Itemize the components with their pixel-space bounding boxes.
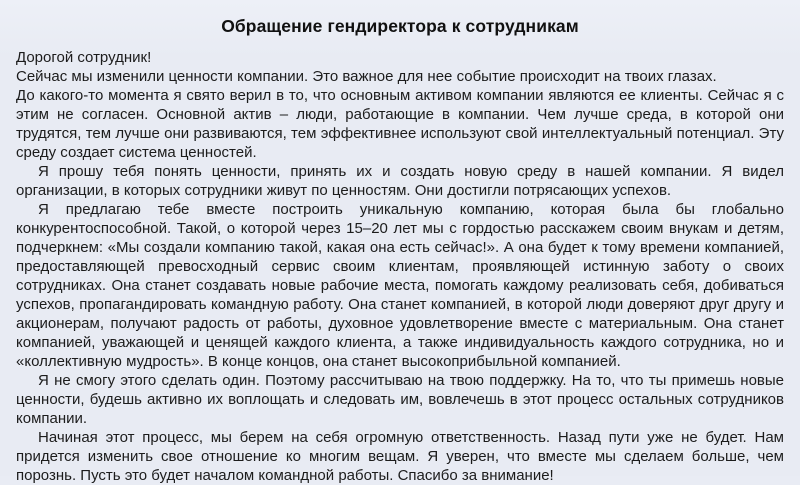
paragraph-request: Я прошу тебя понять ценности, принять их и создать новую среду в нашей компании. Я видел организации, в которых сотрудники живут по ценностям. Они достигли потрясающих успехов. xyxy=(16,163,784,199)
paragraph-values-change: До какого-то момента я свято верил в то, что основным активом компании являются ее клиенты. Сейчас я с этим не согласен. Основной актив – люди, работающие в компании. Чем лучше среда, в которой они трудятся, тем лучше они развиваются, тем эффективнее используют свой интеллектуальный потенциал. Эту среду создает система ценностей. xyxy=(16,87,784,161)
paragraph-vision: Я предлагаю тебе вместе построить уникальную компанию, которая была бы глобально конкурентоспособной. Такой, о которой через 15–20 лет мы с гордостью расскажем своим внукам и детям, подчеркнем: «Мы создали компанию такой, какая она есть сейчас!». А она будет к тому времени компанией, предоставляющей превосходный сервис своим клиентам, проявляющей истинную заботу о своих сотрудниках. Она станет создавать новые рабочие места, помогать каждому реализовать себя, добиваться успехов, пропагандировать командную работу. Она станет компанией, в которой люди доверяют друг другу и акционерам, получают радость от работы, духовное удовлетворение вместе с материальным. Она станет компанией, уважающей и ценящей каждого клиента, а также индивидуальность каждого сотрудника, но и «коллективную мудрость». В конце концов, она станет высокоприбыльной компанией. xyxy=(16,201,784,370)
paragraph-support: Я не смогу этого сделать один. Поэтому рассчитываю на твою поддержку. На то, что ты примешь новые ценности, будешь активно их воплощать и следовать им, вовлечешь в этот процесс остальных сотрудников компании. xyxy=(16,372,784,427)
paragraph-intro: Сейчас мы изменили ценности компании. Это важное для нее событие происходит на твоих глазах. xyxy=(16,68,717,85)
paragraph-closing: Начиная этот процесс, мы берем на себя огромную ответственность. Назад пути уже не будет. Нам придется изменить свое отношение ко многим вещам. Я уверен, что вместе мы сделаем больше, чем порознь. Пусть это будет началом командной работы. Спасибо за внимание! xyxy=(16,429,784,484)
paragraph-greeting: Дорогой сотрудник! xyxy=(16,49,152,66)
document-title: Обращение гендиректора к сотрудникам xyxy=(221,16,579,36)
